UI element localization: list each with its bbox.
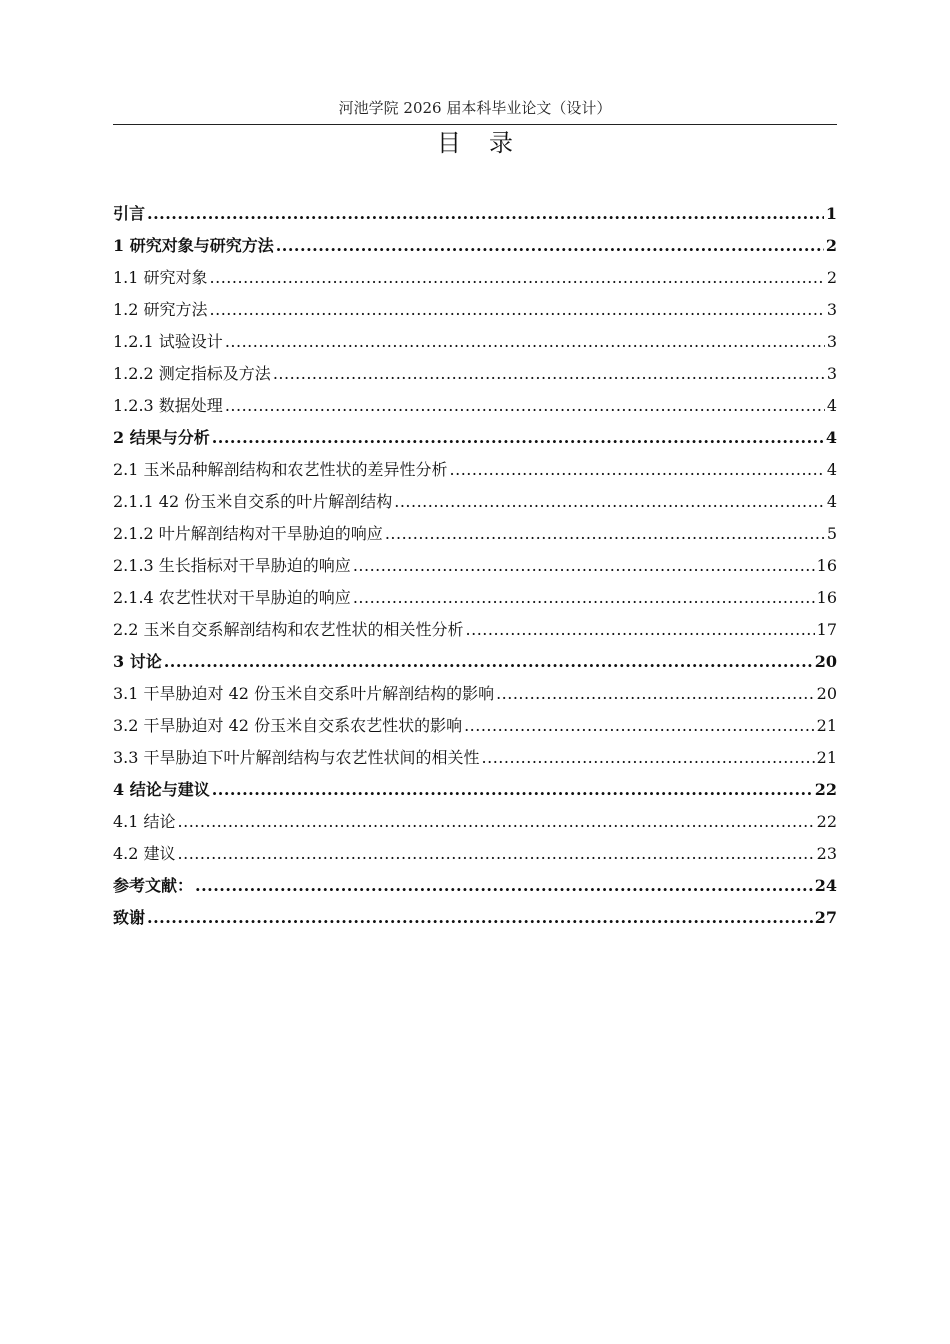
toc-dot-leader: [466, 616, 815, 644]
toc-page-number: 17: [816, 620, 837, 639]
header-divider: [113, 124, 837, 125]
toc-entry-label: 2.2 玉米自交系解剖结构和农艺性状的相关性分析: [113, 620, 464, 639]
toc-page-number: 24: [814, 876, 837, 895]
toc-entry[interactable]: [113, 328, 837, 360]
toc-entry[interactable]: [113, 392, 837, 424]
toc-entry-label: 2 结果与分析: [113, 428, 210, 447]
toc-dot-leader: [482, 744, 815, 772]
toc-page-number: 4: [826, 460, 837, 479]
toc-entry[interactable]: [113, 456, 837, 488]
toc-entry-label: 3 讨论: [113, 652, 162, 671]
toc-entry[interactable]: [113, 840, 837, 872]
toc-page-number: 1: [825, 204, 837, 223]
toc-entry-label: 4.1 结论: [113, 812, 176, 831]
toc-dot-leader: [496, 680, 815, 708]
toc-entry-label: 4 结论与建议: [113, 780, 210, 799]
toc-page-number: 22: [814, 780, 837, 799]
toc-entry[interactable]: [113, 488, 837, 520]
toc-entry[interactable]: [113, 904, 837, 936]
toc-page-number: 5: [826, 524, 837, 543]
toc-entry-label: 3.2 干旱胁迫对 42 份玉米自交系农艺性状的影响: [113, 716, 463, 735]
toc-page-number: 2: [826, 268, 837, 287]
toc-entry[interactable]: [113, 296, 837, 328]
toc-entry[interactable]: [113, 680, 837, 712]
toc-page-number: 2: [825, 236, 837, 255]
toc-dot-leader: [225, 328, 825, 356]
toc-entry-label: 1.2 研究方法: [113, 300, 208, 319]
toc-entry-label: 3.1 干旱胁迫对 42 份玉米自交系叶片解剖结构的影响: [113, 684, 495, 703]
toc-entry-label: 1.2.1 试验设计: [113, 332, 223, 351]
table-of-contents: [113, 200, 837, 936]
toc-entry[interactable]: [113, 552, 837, 584]
toc-entry[interactable]: [113, 712, 837, 744]
toc-dot-leader: [353, 584, 815, 612]
toc-entry[interactable]: [113, 520, 837, 552]
toc-dot-leader: [276, 232, 824, 260]
toc-entry-label: 2.1 玉米品种解剖结构和农艺性状的差异性分析: [113, 460, 448, 479]
toc-dot-leader: [210, 264, 825, 292]
toc-entry[interactable]: [113, 584, 837, 616]
running-header: 河池学院 2026 届本科毕业论文（设计）: [338, 99, 612, 117]
toc-entry[interactable]: [113, 264, 837, 296]
toc-entry-label: 2.1.1 42 份玉米自交系的叶片解剖结构: [113, 492, 393, 511]
toc-entry-label: 1 研究对象与研究方法: [113, 236, 274, 255]
toc-entry-label: 引言: [113, 204, 146, 223]
toc-title: 目录: [437, 129, 541, 157]
toc-dot-leader: [464, 712, 815, 740]
toc-entry[interactable]: [113, 616, 837, 648]
toc-dot-leader: [195, 872, 813, 900]
toc-page-number: 20: [814, 652, 837, 671]
toc-page-number: 3: [826, 300, 837, 319]
toc-page-number: 4: [826, 396, 837, 415]
toc-page-number: 3: [826, 332, 837, 351]
toc-entry-label: 致谢: [113, 908, 146, 927]
toc-dot-leader: [385, 520, 825, 548]
toc-dot-leader: [210, 296, 825, 324]
toc-dot-leader: [273, 360, 825, 388]
toc-page-number: 22: [816, 812, 837, 831]
toc-dot-leader: [164, 648, 813, 676]
toc-entry[interactable]: [113, 360, 837, 392]
toc-dot-leader: [450, 456, 825, 484]
toc-page-number: 21: [816, 748, 837, 767]
toc-entry[interactable]: [113, 200, 837, 232]
toc-dot-leader: [394, 488, 825, 516]
toc-entry[interactable]: [113, 648, 837, 680]
toc-entry[interactable]: [113, 424, 837, 456]
toc-entry-label: 2.1.3 生长指标对干旱胁迫的响应: [113, 556, 351, 575]
toc-entry-label: 参考文献：: [113, 876, 194, 895]
toc-dot-leader: [178, 808, 815, 836]
toc-entry-label: 4.2 建议: [113, 844, 176, 863]
toc-entry-label: 2.1.4 农艺性状对干旱胁迫的响应: [113, 588, 351, 607]
toc-dot-leader: [353, 552, 815, 580]
toc-entry-label: 1.2.2 测定指标及方法: [113, 364, 271, 383]
toc-dot-leader: [212, 424, 824, 452]
toc-page-number: 20: [816, 684, 837, 703]
toc-entry[interactable]: [113, 872, 837, 904]
toc-dot-leader: [147, 200, 824, 228]
toc-page-number: 27: [814, 908, 837, 927]
toc-page-number: 23: [816, 844, 837, 863]
toc-entry-label: 2.1.2 叶片解剖结构对干旱胁迫的响应: [113, 524, 383, 543]
toc-page-number: 4: [826, 492, 837, 511]
toc-entry-label: 1.2.3 数据处理: [113, 396, 223, 415]
toc-page-number: 16: [816, 588, 837, 607]
toc-entry[interactable]: [113, 744, 837, 776]
toc-page-number: 4: [825, 428, 837, 447]
toc-entry-label: 1.1 研究对象: [113, 268, 208, 287]
toc-dot-leader: [178, 840, 815, 868]
toc-entry[interactable]: [113, 776, 837, 808]
toc-page-number: 3: [826, 364, 837, 383]
toc-entry[interactable]: [113, 232, 837, 264]
toc-dot-leader: [225, 392, 825, 420]
toc-dot-leader: [212, 776, 813, 804]
toc-entry[interactable]: [113, 808, 837, 840]
toc-page-number: 21: [816, 716, 837, 735]
toc-page-number: 16: [816, 556, 837, 575]
toc-dot-leader: [147, 904, 813, 932]
toc-entry-label: 3.3 干旱胁迫下叶片解剖结构与农艺性状间的相关性: [113, 748, 480, 767]
